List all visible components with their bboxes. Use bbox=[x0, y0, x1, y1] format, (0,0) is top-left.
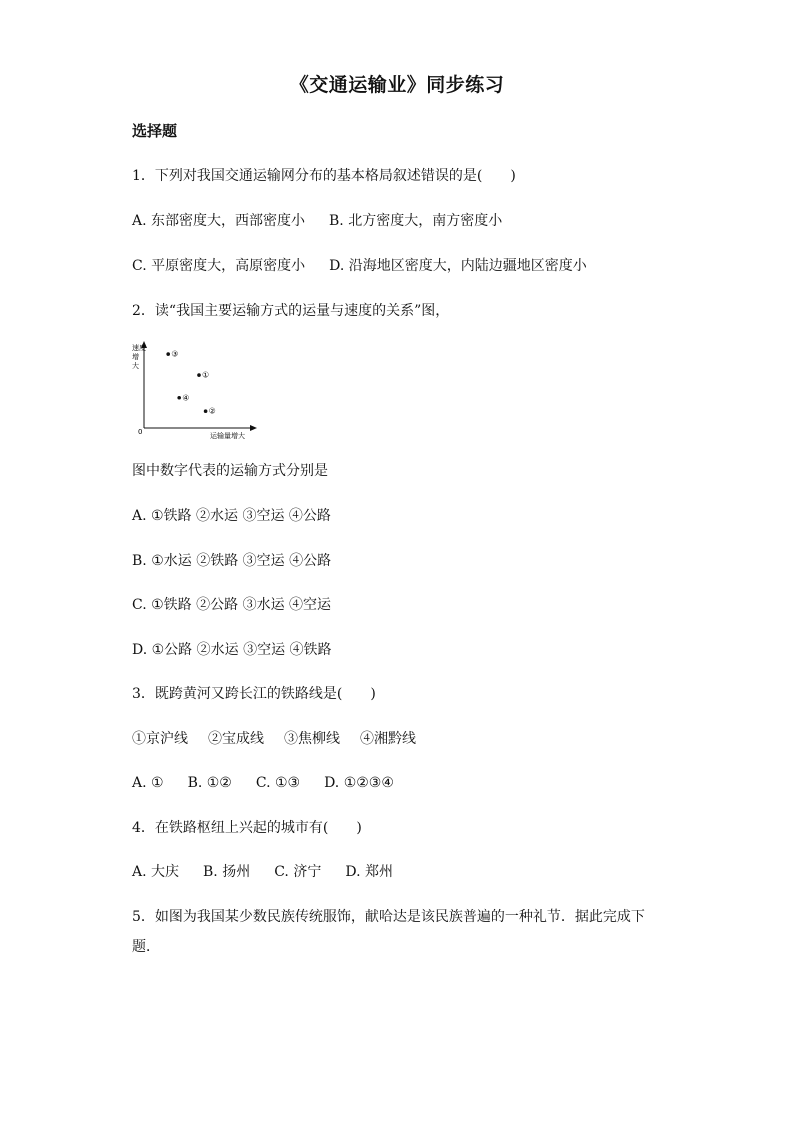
q4-option-a[interactable]: A. 大庆 bbox=[132, 864, 180, 880]
q5-stem-line2: 题． bbox=[132, 939, 160, 955]
q2-stem: 2．读“我国主要运输方式的运量与速度的关系”图， bbox=[132, 303, 450, 319]
transport-scatter-chart bbox=[130, 340, 260, 442]
q3-option-b[interactable]: B. ①② bbox=[187, 775, 232, 791]
q3-item-1: ①京沪线 bbox=[132, 731, 188, 747]
q1-option-d[interactable]: D. 沿海地区密度大，内陆边疆地区密度小 bbox=[329, 258, 587, 274]
q1-option-b[interactable]: B. 北方密度大，南方密度小 bbox=[329, 213, 503, 229]
q3-option-a[interactable]: A. ① bbox=[132, 775, 164, 791]
q3-option-c[interactable]: C. ①③ bbox=[255, 775, 301, 791]
q4-option-d[interactable]: D. 郑州 bbox=[345, 864, 393, 880]
origin-label: 0 bbox=[138, 428, 143, 436]
q3-item-2: ②宝成线 bbox=[208, 731, 264, 747]
point-4 bbox=[204, 409, 208, 413]
point-label-4: ② bbox=[208, 406, 216, 416]
section-heading: 选择题 bbox=[132, 122, 178, 140]
y-axis-label-1: 速度 bbox=[132, 344, 146, 352]
q2-question: 图中数字代表的运输方式分别是 bbox=[132, 463, 328, 479]
x-axis-label: 运输量增大 bbox=[210, 432, 245, 440]
q2-option-b[interactable]: B. ①水运 ②铁路 ③空运 ④公路 bbox=[132, 553, 332, 569]
q3-item-3: ③焦柳线 bbox=[284, 731, 340, 747]
q3-stem: 3．既跨黄河又跨长江的铁路线是( ) bbox=[132, 686, 376, 702]
q2-option-a[interactable]: A. ①铁路 ②水运 ③空运 ④公路 bbox=[132, 508, 331, 524]
q4-option-b[interactable]: B. 扬州 bbox=[203, 864, 251, 880]
y-axis-label-3: 大 bbox=[132, 362, 139, 370]
q1-option-a[interactable]: A. 东部密度大，西部密度小 bbox=[132, 213, 306, 229]
q4-option-c[interactable]: C. 济宁 bbox=[274, 864, 322, 880]
chart-points bbox=[166, 350, 215, 416]
q1-option-c[interactable]: C. 平原密度大，高原密度小 bbox=[132, 258, 306, 274]
q4-options-row bbox=[132, 862, 393, 882]
page-title: 《交通运输业》同步练习 bbox=[289, 74, 505, 96]
q2-option-d[interactable]: D. ①公路 ②水运 ③空运 ④铁路 bbox=[132, 642, 332, 658]
point-label-3: ④ bbox=[182, 393, 190, 403]
q1-options-row2 bbox=[132, 256, 587, 276]
point-1 bbox=[166, 352, 170, 356]
point-2 bbox=[197, 373, 201, 377]
point-3 bbox=[177, 396, 181, 400]
q2-option-c[interactable]: C. ①铁路 ②公路 ③水运 ④空运 bbox=[132, 597, 332, 613]
point-label-2: ① bbox=[202, 370, 210, 380]
x-axis-arrow bbox=[250, 425, 257, 431]
q4-stem: 4．在铁路枢纽上兴起的城市有( ) bbox=[132, 820, 362, 836]
q3-item-4: ④湘黔线 bbox=[360, 731, 416, 747]
q1-stem: 1．下列对我国交通运输网分布的基本格局叙述错误的是( ) bbox=[132, 168, 516, 184]
q3-options-row bbox=[132, 773, 394, 793]
q5-stem-line1: 5．如图为我国某少数民族传统服饰，献哈达是该民族普遍的一种礼节．据此完成下 bbox=[132, 909, 645, 925]
point-label-1: ③ bbox=[171, 349, 179, 359]
q3-option-d[interactable]: D. ①②③④ bbox=[324, 775, 394, 791]
q1-options-row1 bbox=[132, 211, 502, 231]
y-axis-label-2: 增 bbox=[132, 353, 139, 361]
q3-items-row bbox=[132, 729, 416, 749]
